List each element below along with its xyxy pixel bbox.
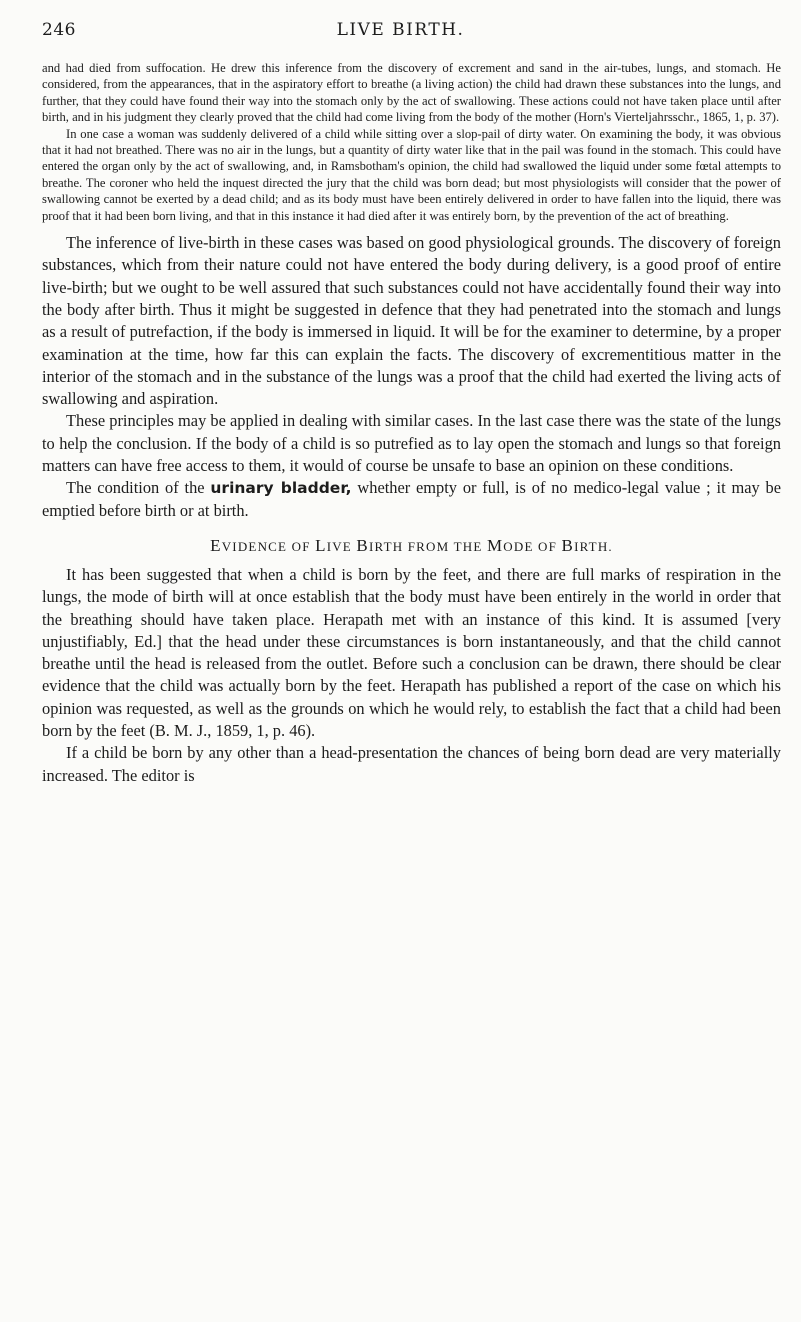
- paragraph-principles: These principles may be applied in dealing with similar cases. In the last case there was the state of the lungs to help the conclusion. If the body of a child is so putrefied as to lay open the stomach and lungs so that foreign matters can have free access to them, it would of course be unsafe to base an opinion on these conditions.: [42, 411, 781, 476]
- paragraph-born-by-feet: It has been suggested that when a child is born by the feet, and there are full marks of respiration in the lungs, the mode of birth will at once establish that the body must have been entirely in the world in order that the breathing should have taken place. Herapath met with an instance of this kind. It is assumed [very unjustifiably, Ed.] that the head under these circumstances is born instantaneously, and that the child cannot breathe until the head is released from the outlet. Before such a conclusion can be drawn, there should be clear evidence that the child was actually born by the feet. Herapath has published a report of the case on which his opinion was requested, as well as the grounds on which he would rely, to establish the fact that a child had been born by the feet (B. M. J., 1859, 1, p. 46).: [42, 564, 781, 740]
- heading-cap-2: L: [315, 535, 327, 555]
- section-heading: [42, 536, 781, 556]
- paragraph-urinary-bladder: [42, 477, 781, 522]
- bladder-term: urinary bladder,: [210, 479, 352, 498]
- bladder-text-before: The condition of the: [66, 478, 211, 498]
- heading-cap-3: B: [356, 535, 369, 555]
- heading-cap-5: B: [561, 535, 575, 555]
- heading-rest-2: IVE: [326, 538, 357, 554]
- bladder-text-after: whether empty or full, is of no medico-legal value ; it may be emptied before birth or at birth.: [42, 478, 781, 520]
- page-number: 246: [42, 20, 76, 40]
- heading-rest-4: ODE OF: [503, 538, 562, 554]
- heading-rest-5: IRTH.: [574, 538, 613, 554]
- heading-cap-4: M: [486, 535, 504, 555]
- heading-cap-1: E: [210, 535, 222, 555]
- paragraph-excrement-case: and had died from suffocation. He drew this inference from the discovery of excrement and sand in the air-tubes, lungs, and stomach. He considered, from the appearances, that in the aspiratory effort to breathe (a living action) the child had drawn these substances into the lungs, and further, that they could have found their way into the stomach only by the act of swallowing. These actions could not have taken place until after birth, and in his judgment they clearly proved that the child had come living from the body of the mother (Horn's Vierteljahrsschr., 1865, 1, p. 37).: [42, 61, 781, 125]
- heading-rest-3: IRTH FROM THE: [368, 538, 487, 554]
- page-body: [42, 60, 781, 787]
- paragraph-head-presentation: If a child be born by any other than a head-presentation the chances of being born dead are very materially increased. The editor is: [42, 743, 781, 785]
- paragraph-slop-pail-case: In one case a woman was suddenly delivered of a child while sitting over a slop-pail of dirty water. On examining the body, it was obvious that it had not breathed. There was no air in the lungs, but a quantity of dirty water like that in the pail was found in the stomach. This could have entered the organ only by the act of swallowing, and, in Ramsbotham's opinion, the child had swallowed the liquid under some fœtal attempts to breathe. The coroner who held the inquest directed the jury that the child was born dead; but most physiologists will consider that the power of swallowing cannot be exerted by a dead child; and as its body must have been entirely delivered in order to have fallen into the liquid, there was proof that it had been born living, and that in this instance it had died after it was entirely born, by the prevention of the act of breathing.: [42, 126, 781, 223]
- paragraph-inference: The inference of live-birth in these cases was based on good physiological grounds. The discovery of foreign substances, which from their nature could not have entered the body during delivery, is a good proof of entire live-birth; but we ought to be well assured that such substances could not have accidentally found their way into the body after birth. Thus it might be suggested in defence that they had penetrated into the stomach and lungs as a result of putrefaction, if the body is immersed in liquid. It will be for the examiner to determine, by a proper examination at the time, how far this can explain the facts. The discovery of excrementitious matter in the interior of the stomach and in the substance of the lungs was a proof that the child had exerted the living acts of swallowing and aspiration.: [42, 233, 781, 409]
- heading-rest-1: VIDENCE OF: [221, 538, 316, 554]
- running-title: LIVE BIRTH.: [336, 20, 465, 40]
